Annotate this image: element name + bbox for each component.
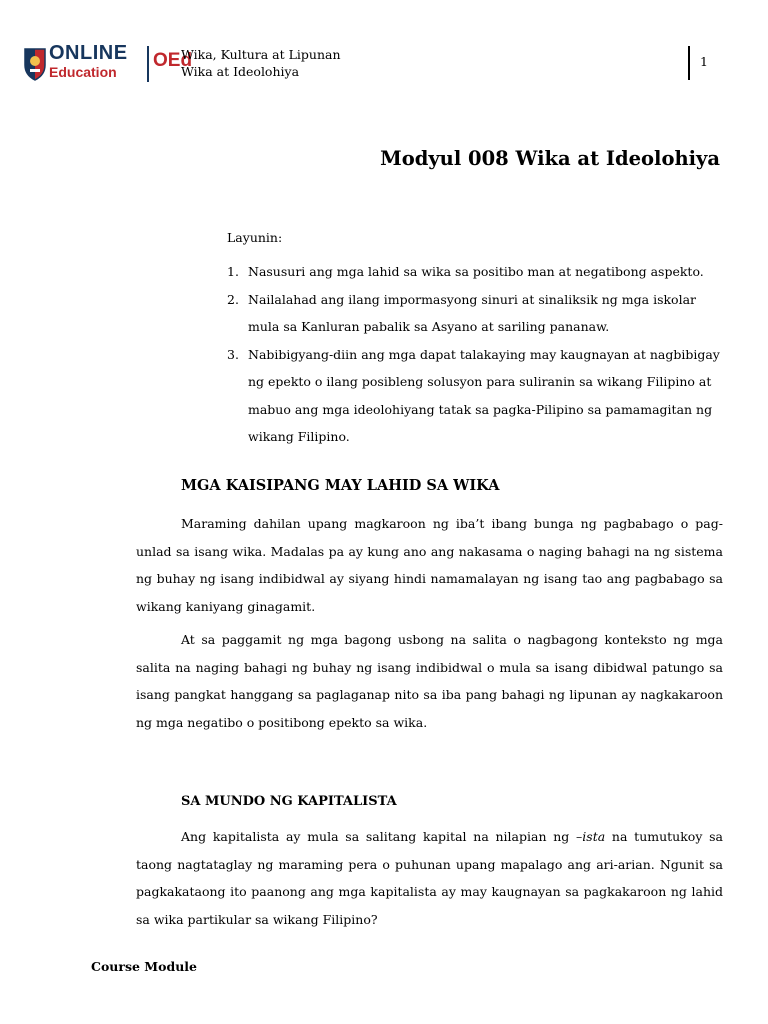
shield-icon xyxy=(24,47,46,81)
objective-number: 3. xyxy=(227,347,239,362)
objective-text: Nailalahad ang ilang impormasyong sinuri at sinaliksik ng mga iskolar mula sa Kanluran pabalik sa Asyano at sariling pananaw. xyxy=(248,292,697,335)
objective-text: Nasusuri ang mga lahid sa wika sa positibo man at negatibong aspekto. xyxy=(248,264,704,279)
header-course-title: Wika, Kultura at Lipunan xyxy=(181,47,341,62)
objectives-label: Layunin: xyxy=(227,230,283,245)
body-paragraph: At sa paggamit ng mga bagong usbong na salita o nagbagong konteksto ng mga salita na naging bahagi ng buhay ng isang indibidwal o mula sa isang dibidwal patungo sa isang pangkat hanggang sa paglaganap nito sa iba pang bahagi ng lipunan ay nagkakaroon ng mga negatibo o positibong epekto sa wika. xyxy=(136,632,723,730)
logo-divider xyxy=(147,46,149,82)
header-module-title: Wika at Ideolohiya xyxy=(181,64,300,79)
footer-label: Course Module xyxy=(91,959,198,974)
header-divider xyxy=(688,46,690,80)
objective-text: Nabibigyang-diin ang mga dapat talakaying may kaugnayan at nagbibigay ng epekto o ilang posibleng solusyon para suliranin sa wikang Filipino at mabuo ang mga ideolohiyang tatak sa pagka-Pilipino sa pamamagitan ng wikang Filipino. xyxy=(248,347,720,444)
body-paragraph: Maraming dahilan upang magkaroon ng iba’t ibang bunga ng pagbabago o pag-unlad sa isang wika. Madalas pa ay kung ano ang nakasama o naging bahagi na ng sistema ng buhay ng isang indibidwal ay siyang hindi namamalayan ng isang tao ang pagbabago sa wikang kaniyang ginagamit. xyxy=(136,516,723,614)
online-education-logo xyxy=(24,42,193,84)
page-title: Modyul 008 Wika at Ideolohiya xyxy=(380,147,720,170)
section-heading: SA MUNDO NG KAPITALISTA xyxy=(181,794,397,809)
logo-oed-text: OEd xyxy=(153,50,193,71)
suffix-term: –ista xyxy=(576,829,606,844)
section-heading: MGA KAISIPANG MAY LAHID SA WIKA xyxy=(181,477,500,494)
paragraph-text: Ang kapitalista ay mula sa salitang kapital na nilapian ng xyxy=(181,829,577,844)
logo-online-text: ONLINE xyxy=(49,42,128,64)
objective-number: 2. xyxy=(227,292,239,307)
body-paragraph xyxy=(136,823,723,933)
objective-number: 1. xyxy=(227,264,239,279)
page-number: 1 xyxy=(700,54,708,69)
paragraph-text: na tumutukoy sa taong nagtataglay ng maraming pera o puhunan upang mapalago ang ari-arian. Ngunit sa pagkakataong ito paanong ang mga kapitalista ay may kaugnayan sa pagkakaroon ng lahid sa wika partikular sa wikang Filipino? xyxy=(136,829,723,927)
logo-education-text: Education xyxy=(49,64,117,80)
